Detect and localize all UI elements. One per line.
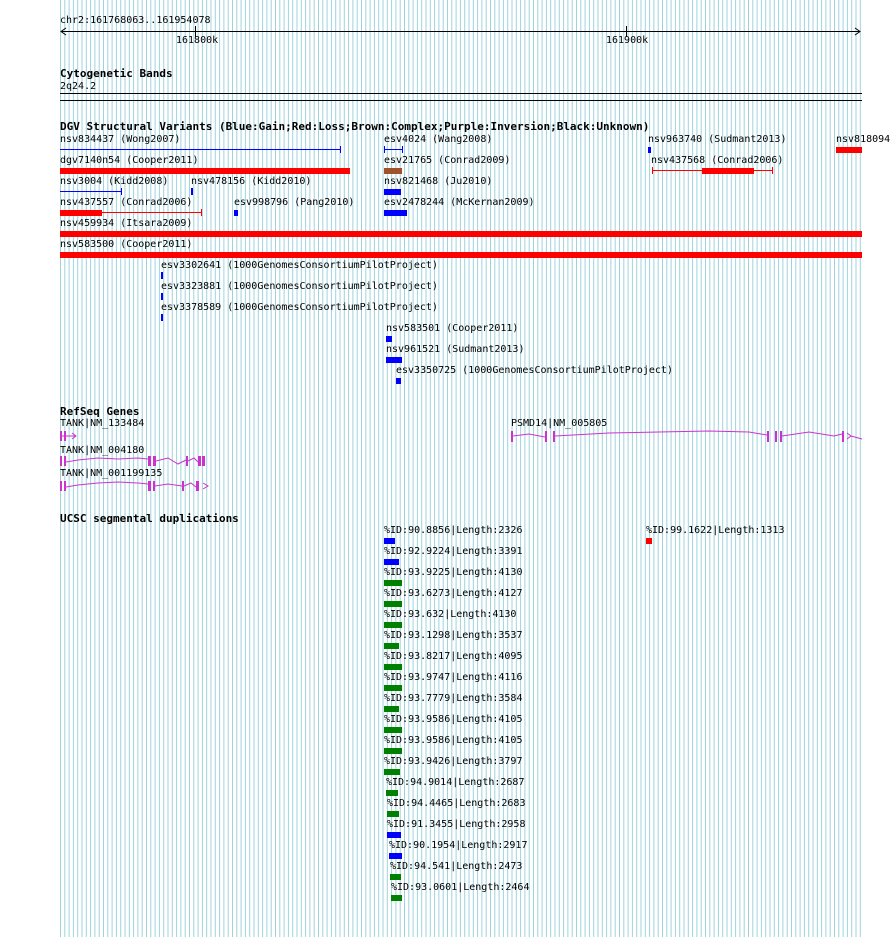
dgv-feature-nsv818094[interactable] bbox=[836, 147, 862, 153]
dgv-feature-esv3323881[interactable] bbox=[161, 293, 163, 300]
dgv-feature-label[interactable]: nsv478156 (Kidd2010) bbox=[191, 176, 312, 187]
dgv-feature-label[interactable]: nsv437557 (Conrad2006) bbox=[60, 197, 193, 208]
dgv-feature-label[interactable]: esv3378589 (1000GenomesConsortiumPilotProject) bbox=[161, 302, 438, 313]
segdup-label[interactable]: %ID:93.9586|Length:4105 bbox=[384, 735, 523, 746]
dgv-feature-nsv459934[interactable] bbox=[60, 231, 862, 237]
segdup-label[interactable]: %ID:93.1298|Length:3537 bbox=[384, 630, 523, 641]
segdup-feature[interactable] bbox=[386, 790, 398, 796]
segdup-feature[interactable] bbox=[384, 685, 402, 691]
gene-label[interactable]: TANK|NM_133484 bbox=[60, 418, 145, 429]
segdup-label[interactable]: %ID:93.9747|Length:4116 bbox=[384, 672, 523, 683]
dgv-feature-nsv821468[interactable] bbox=[384, 189, 401, 195]
segdup-feature[interactable] bbox=[387, 832, 401, 838]
dgv-feature-nsv478156[interactable] bbox=[191, 188, 193, 195]
ruler-tick-label: 161900k bbox=[606, 35, 649, 46]
dgv-feature-nsv583501[interactable] bbox=[386, 336, 392, 342]
gene-label[interactable]: TANK|NM_001199135 bbox=[60, 468, 163, 479]
segdup-label[interactable]: %ID:93.0601|Length:2464 bbox=[391, 882, 530, 893]
track-title-dgv[interactable]: DGV Structural Variants (Blue:Gain;Red:Loss;Brown:Complex;Purple:Inversion;Black:Unknown) bbox=[60, 120, 650, 133]
dgv-feature-nsv3004[interactable] bbox=[60, 191, 122, 192]
segdup-label[interactable]: %ID:93.9225|Length:4130 bbox=[384, 567, 523, 578]
segdup-feature[interactable] bbox=[384, 706, 399, 712]
segdup-feature[interactable] bbox=[384, 664, 402, 670]
segdup-label[interactable]: %ID:93.8217|Length:4095 bbox=[384, 651, 523, 662]
track-title-cytobands[interactable]: Cytogenetic Bands bbox=[60, 67, 173, 80]
dgv-feature-end bbox=[201, 209, 202, 216]
dgv-feature-label[interactable]: esv21765 (Conrad2009) bbox=[384, 155, 511, 166]
gene-label[interactable]: PSMD14|NM_005805 bbox=[511, 418, 608, 429]
dgv-feature-nsv437557[interactable] bbox=[60, 210, 102, 216]
segdup-label[interactable]: %ID:99.1622|Length:1313 bbox=[646, 525, 785, 536]
dgv-feature-esv3302641[interactable] bbox=[161, 272, 163, 279]
segdup-label[interactable]: %ID:90.8856|Length:2326 bbox=[384, 525, 523, 536]
dgv-feature-nsv963740[interactable] bbox=[648, 147, 651, 153]
dgv-feature-label[interactable]: esv998796 (Pang2010) bbox=[234, 197, 355, 208]
dgv-feature-label[interactable]: esv3350725 (1000GenomesConsortiumPilotProject) bbox=[396, 365, 673, 376]
dgv-feature-line bbox=[102, 212, 202, 213]
dgv-feature-label[interactable]: nsv821468 (Ju2010) bbox=[384, 176, 493, 187]
dgv-feature-label[interactable]: nsv583500 (Cooper2011) bbox=[60, 239, 193, 250]
segdup-feature[interactable] bbox=[384, 559, 399, 565]
dgv-feature-end bbox=[121, 188, 122, 195]
gene-model-tank-nm001199135[interactable] bbox=[58, 479, 218, 493]
segdup-feature[interactable] bbox=[390, 874, 401, 880]
dgv-feature-label[interactable]: nsv834437 (Wong2007) bbox=[60, 134, 181, 145]
dgv-feature-esv4024[interactable] bbox=[384, 149, 403, 150]
segdup-label[interactable]: %ID:94.541|Length:2473 bbox=[390, 861, 523, 872]
segdup-feature[interactable] bbox=[646, 538, 652, 544]
dgv-feature-label[interactable]: nsv961521 (Sudmant2013) bbox=[386, 344, 525, 355]
cytoband-line bbox=[60, 93, 862, 94]
dgv-feature-esv3350725[interactable] bbox=[396, 378, 401, 384]
segdup-feature[interactable] bbox=[384, 769, 400, 775]
segdup-feature[interactable] bbox=[384, 748, 402, 754]
dgv-feature-label[interactable]: esv4024 (Wang2008) bbox=[384, 134, 493, 145]
dgv-feature-label[interactable]: nsv459934 (Itsara2009) bbox=[60, 218, 193, 229]
dgv-feature-esv2478244[interactable] bbox=[384, 210, 407, 216]
segdup-feature[interactable] bbox=[387, 811, 399, 817]
dgv-feature-esv3378589[interactable] bbox=[161, 314, 163, 321]
segdup-label[interactable]: %ID:93.9426|Length:3797 bbox=[384, 756, 523, 767]
ruler-tick-label: 161800k bbox=[176, 35, 219, 46]
dgv-feature-label[interactable]: nsv583501 (Cooper2011) bbox=[386, 323, 519, 334]
dgv-feature-end bbox=[384, 146, 385, 153]
segdup-label[interactable]: %ID:91.3455|Length:2958 bbox=[387, 819, 526, 830]
segdup-label[interactable]: %ID:94.4465|Length:2683 bbox=[387, 798, 526, 809]
ruler-location: chr2:161768063..161954078 bbox=[60, 15, 211, 26]
segdup-feature[interactable] bbox=[389, 853, 402, 859]
dgv-feature-label[interactable]: nsv437568 (Conrad2006) bbox=[651, 155, 784, 166]
cytoband-label: 2q24.2 bbox=[60, 81, 97, 92]
segdup-label[interactable]: %ID:93.6273|Length:4127 bbox=[384, 588, 523, 599]
segdup-label[interactable]: %ID:93.632|Length:4130 bbox=[384, 609, 517, 620]
dgv-feature-label[interactable]: esv2478244 (McKernan2009) bbox=[384, 197, 535, 208]
segdup-feature[interactable] bbox=[384, 580, 402, 586]
segdup-label[interactable]: %ID:93.9586|Length:4105 bbox=[384, 714, 523, 725]
segdup-feature[interactable] bbox=[384, 601, 402, 607]
dgv-feature-label[interactable]: dgv7140n54 (Cooper2011) bbox=[60, 155, 199, 166]
segdup-label[interactable]: %ID:93.7779|Length:3584 bbox=[384, 693, 523, 704]
dgv-feature-nsv583500[interactable] bbox=[60, 252, 862, 258]
dgv-feature-dgv7140n54[interactable] bbox=[60, 168, 350, 174]
dgv-feature-label[interactable]: nsv3004 (Kidd2008) bbox=[60, 176, 169, 187]
dgv-feature-end bbox=[772, 167, 773, 174]
dgv-feature-esv21765[interactable] bbox=[384, 168, 402, 174]
dgv-feature-label[interactable]: esv3302641 (1000GenomesConsortiumPilotProject) bbox=[161, 260, 438, 271]
dgv-feature-label[interactable]: nsv963740 (Sudmant2013) bbox=[648, 134, 787, 145]
gene-model-tank-nm004180[interactable] bbox=[58, 454, 218, 468]
segdup-label[interactable]: %ID:94.9014|Length:2687 bbox=[386, 777, 525, 788]
segdup-feature[interactable] bbox=[384, 538, 395, 544]
gene-model-psmd14-nm005805[interactable] bbox=[509, 429, 869, 445]
dgv-feature-label[interactable]: nsv818094 bbox=[836, 134, 890, 145]
segdup-feature[interactable] bbox=[384, 643, 399, 649]
cytoband-line bbox=[60, 100, 862, 101]
dgv-feature-nsv437568-core bbox=[702, 168, 754, 174]
track-title-segdups[interactable]: UCSC segmental duplications bbox=[60, 512, 239, 525]
dgv-feature-end bbox=[652, 167, 653, 174]
ruler-axis bbox=[0, 0, 890, 60]
segdup-feature[interactable] bbox=[384, 622, 402, 628]
track-title-refseq[interactable]: RefSeq Genes bbox=[60, 405, 140, 418]
segdup-label[interactable]: %ID:92.9224|Length:3391 bbox=[384, 546, 523, 557]
dgv-feature-esv998796[interactable] bbox=[234, 210, 238, 216]
segdup-feature[interactable] bbox=[384, 727, 402, 733]
dgv-feature-label[interactable]: esv3323881 (1000GenomesConsortiumPilotProject) bbox=[161, 281, 438, 292]
dgv-feature-end bbox=[402, 146, 403, 153]
dgv-feature-nsv834437[interactable] bbox=[60, 149, 341, 150]
gene-label[interactable]: TANK|NM_004180 bbox=[60, 445, 145, 456]
gene-model-tank-nm133484[interactable] bbox=[58, 429, 88, 443]
segdup-feature[interactable] bbox=[391, 895, 402, 901]
dgv-feature-nsv961521[interactable] bbox=[386, 357, 402, 363]
segdup-label[interactable]: %ID:90.1954|Length:2917 bbox=[389, 840, 528, 851]
dgv-feature-end bbox=[340, 146, 341, 153]
